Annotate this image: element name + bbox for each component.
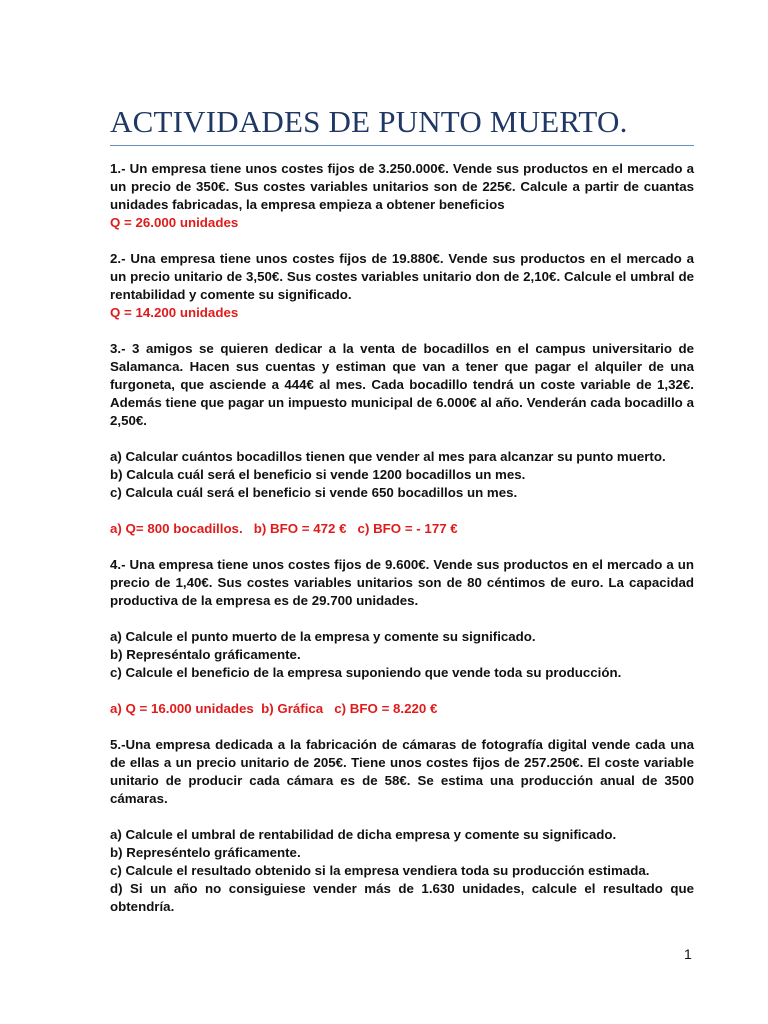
exercise-3-question-c: c) Calcula cuál será el beneficio si vende 650 bocadillos un mes. — [110, 485, 518, 500]
page-number: 1 — [684, 946, 692, 962]
spacer — [110, 232, 694, 250]
spacer — [110, 682, 694, 700]
exercise-3-question-b: b) Calcula cuál será el beneficio si vende 1200 bocadillos un mes. — [110, 467, 526, 482]
spacer — [110, 538, 694, 556]
exercise-1-text: 1.- Un empresa tiene unos costes fijos de 3.250.000€. Vende sus productos en el mercado a un precio de 350€. Sus costes variables unitarios son de 225€. Calcule a partir de cuantas unidades fabricadas, la empresa empieza a obtener beneficios — [110, 161, 694, 212]
exercise-4-answer: a) Q = 16.000 unidades b) Gráfica c) BFO = 8.220 € — [110, 701, 438, 716]
exercise-5-question-c: c) Calcule el resultado obtenido si la empresa vendiera toda su producción estimada. — [110, 863, 650, 878]
spacer — [110, 322, 694, 340]
exercise-2-answer: Q = 14.200 unidades — [110, 305, 239, 320]
exercise-3-question-a: a) Calcular cuántos bocadillos tienen que vender al mes para alcanzar su punto muerto. — [110, 449, 666, 464]
spacer — [110, 808, 694, 826]
title-underline — [110, 145, 694, 146]
spacer — [110, 718, 694, 736]
page-title: ACTIVIDADES DE PUNTO MUERTO. — [110, 104, 628, 139]
exercise-5-text: 5.-Una empresa dedicada a la fabricación de cámaras de fotografía digital vende cada una de ellas a un precio unitario de 205€. Tiene unos costes fijos de 257.250€. El coste variable unitario de producir cada cámara es de 58€. Se estima una producción anual de 3500 cámaras. — [110, 737, 694, 806]
exercise-5-question-d: d) Si un año no consiguiese vender más de 1.630 unidades, calcule el resultado que obtendría. — [110, 881, 694, 914]
spacer — [110, 430, 694, 448]
exercise-1-answer: Q = 26.000 unidades — [110, 215, 239, 230]
exercise-4-question-b: b) Represéntalo gráficamente. — [110, 647, 301, 662]
exercise-3-answer: a) Q= 800 bocadillos. b) BFO = 472 € c) BFO = - 177 € — [110, 521, 458, 536]
exercise-3-text: 3.- 3 amigos se quieren dedicar a la venta de bocadillos en el campus universitario de Salamanca. Hacen sus cuentas y estiman que van a tener que pagar el alquiler de una furgoneta, que asciende a 444€ al mes. Cada bocadillo tendrá un coste variable de 1,32€. Además tiene que pagar un impuesto municipal de 6.000€ al año. Venderán cada bocadillo a 2,50€. — [110, 341, 694, 428]
exercise-4-question-a: a) Calcule el punto muerto de la empresa y comente su significado. — [110, 629, 536, 644]
exercise-2-text: 2.- Una empresa tiene unos costes fijos de 19.880€. Vende sus productos en el mercado a un precio unitario de 3,50€. Sus costes variables unitario don de 2,10€. Calcule el umbral de rentabilidad y comente su significado. — [110, 251, 694, 302]
exercise-4-question-c: c) Calcule el beneficio de la empresa suponiendo que vende toda su producción. — [110, 665, 622, 680]
exercise-5-question-b: b) Represéntelo gráficamente. — [110, 845, 301, 860]
spacer — [110, 610, 694, 628]
spacer — [110, 502, 694, 520]
exercise-5-question-a: a) Calcule el umbral de rentabilidad de dicha empresa y comente su significado. — [110, 827, 617, 842]
document-body — [110, 160, 694, 916]
exercise-4-text: 4.- Una empresa tiene unos costes fijos de 9.600€. Vende sus productos en el mercado a un precio de 1,40€. Sus costes variables unitarios son de 80 céntimos de euro. La capacidad productiva de la empresa es de 29.700 unidades. — [110, 557, 694, 608]
